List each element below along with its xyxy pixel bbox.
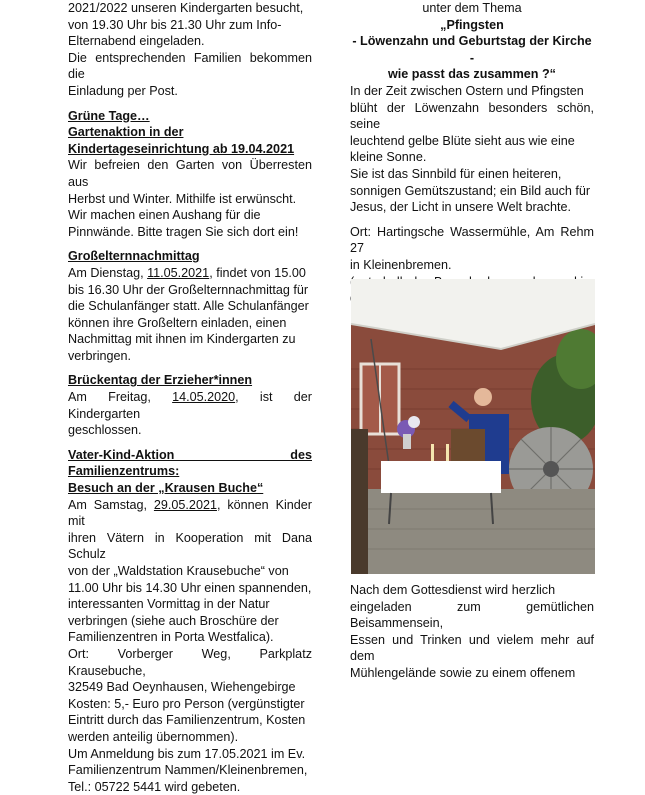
intro-line: von 19.30 Uhr bis 21.30 Uhr zum Info- [68, 17, 282, 32]
fatherchild-line: Tel.: 05722 5441 wird gebeten. [68, 779, 241, 794]
theme-intro: unter dem Thema [422, 1, 522, 15]
candle [446, 444, 449, 461]
fatherchild-line: verbringen (siehe auch Broschüre der [68, 613, 279, 628]
fatherchild-line: interessanten Vormittag in der Natur [68, 597, 270, 612]
garden-heading: Grüne Tage… [68, 108, 150, 123]
table-cloth [381, 461, 501, 493]
intro-line: Einladung per Post. [68, 83, 178, 98]
garden-heading: Kindertageseinrichtung ab 19.04.2021 [68, 141, 295, 156]
garden-line: Wir befreien den Garten von Überresten aus [68, 158, 312, 189]
cobblestone-ground [351, 489, 595, 574]
intro-line: Die entsprechenden Familien bekommen die [68, 50, 312, 82]
fatherchild-line: Um Anmeldung bis zum 17.05.2021 im Ev. [68, 746, 306, 761]
fatherchild-line: Familienzentrum Nammen/Kleinenbremen, [68, 763, 308, 778]
para-line: In der Zeit zwischen Ostern und Pfingsten [350, 83, 584, 98]
grandparents-heading: Großelternnachmittag [68, 249, 200, 264]
garden-line: Wir machen einen Aushang für die [68, 208, 261, 223]
para-line: kleine Sonne. [350, 150, 427, 165]
para-line: Jesus, der Licht in unsere Welt brachte. [350, 200, 571, 215]
para-line: Nach dem Gottesdienst wird herzlich [350, 583, 556, 597]
outdoor-service-photo [351, 279, 595, 574]
para-line: Ort: Hartingsche Wassermühle, Am Rehm 27 [350, 224, 594, 256]
left-column [68, 0, 312, 795]
para-line: eingeladen zum gemütlichen Beisammensein, [350, 599, 594, 631]
fatherchild-line: werden anteilig übernommen). [68, 729, 239, 744]
grandparents-line: Am Dienstag, 11.05.2021, findet von 15.00 [68, 265, 306, 280]
theme-title: „Pfingsten [440, 17, 504, 32]
fatherchild-line: 32549 Bad Oeynhausen, Wiehengebirge [68, 680, 296, 695]
para-line: sonnigen Gemütszustand; ein Bild auch für [350, 183, 591, 198]
date: 11.05.2021 [147, 265, 210, 280]
fatherchild-line: ihren Vätern in Kooperation mit Dana Schulz [68, 530, 312, 562]
para-line: leuchtend gelbe Blüte sieht aus wie eine [350, 133, 575, 148]
para-line: Essen und Trinken und vielem mehr auf dem [350, 632, 594, 664]
fatherchild-line: von der „Waldstation Krausebuche“ von [68, 564, 289, 578]
fatherchild-line: Familienzentren in Porta Westfalica). [68, 630, 274, 645]
grandparents-line: Nachmittag mit ihnen im Kindergarten zu [68, 332, 296, 347]
tree-trunk [351, 429, 368, 574]
after-photo-text [350, 582, 594, 682]
date: 14.05.2020 [172, 390, 236, 405]
grandparents-section [68, 248, 312, 364]
intro-line: 2021/2022 unseren Kindergarten besucht, [68, 1, 304, 15]
fatherchild-line: Ort: Vorberger Weg, Parkplatz Krausebuche, [68, 646, 312, 678]
grandparents-line: bis 16.30 Uhr der Großelternnachmittag für [68, 282, 309, 297]
intro-line: Elternabend eingeladen. [68, 34, 205, 49]
fatherchild-heading: Besuch an der „Krausen Buche“ [68, 481, 264, 496]
fatherchild-heading: Vater-Kind-Aktion des Familienzentrums: [68, 447, 312, 479]
garden-section [68, 108, 312, 241]
bridgeday-line: Am Freitag, 14.05.2020, ist der Kindergarten [68, 390, 312, 421]
theme-title: wie passt das zusammen ?“ [388, 67, 556, 82]
grandparents-line: verbringen. [68, 348, 132, 363]
para-line: Mühlengelände sowie zu einem offenem [350, 665, 576, 680]
para-line: in Kleinenbremen. [350, 257, 452, 272]
fatherchild-line: Eintritt durch das Familienzentrum, Kosten [68, 713, 306, 728]
photo-illustration [351, 279, 595, 574]
garden-line: Herbst und Winter. Mithilfe ist erwünscht. [68, 191, 297, 206]
garden-heading: Gartenaktion in der [68, 125, 184, 140]
bridgeday-line: geschlossen. [68, 423, 142, 438]
date: 29.05.2021 [153, 497, 217, 512]
garden-line: Pinnwände. Bitte tragen Sie sich dort ein! [68, 224, 299, 239]
para-line: blüht der Löwenzahn besonders schön, seine [350, 100, 594, 132]
grandparents-line: können ihre Großeltern einladen, einen [68, 315, 287, 330]
fatherchild-line: Kosten: 5,- Euro pro Person (vergünstigter [68, 696, 305, 711]
bridgeday-section [68, 372, 312, 438]
fatherchild-line: 11.00 Uhr bis 14.30 Uhr einen spannenden, [68, 580, 312, 595]
grandparents-line: die Schulanfänger statt. Alle Schulanfänger [68, 299, 309, 314]
candle [431, 444, 434, 461]
theme-title: - Löwenzahn und Geburtstag der Kirche - [352, 34, 592, 65]
para-line: Sie ist das Sinnbild für einen heiteren, [350, 166, 562, 181]
intro-block [68, 0, 312, 100]
bridgeday-heading: Brückentag der Erzieher*innen [68, 373, 253, 388]
fatherchild-line: Am Samstag, 29.05.2021, können Kinder mit [68, 497, 312, 529]
fatherchild-section [68, 447, 312, 795]
